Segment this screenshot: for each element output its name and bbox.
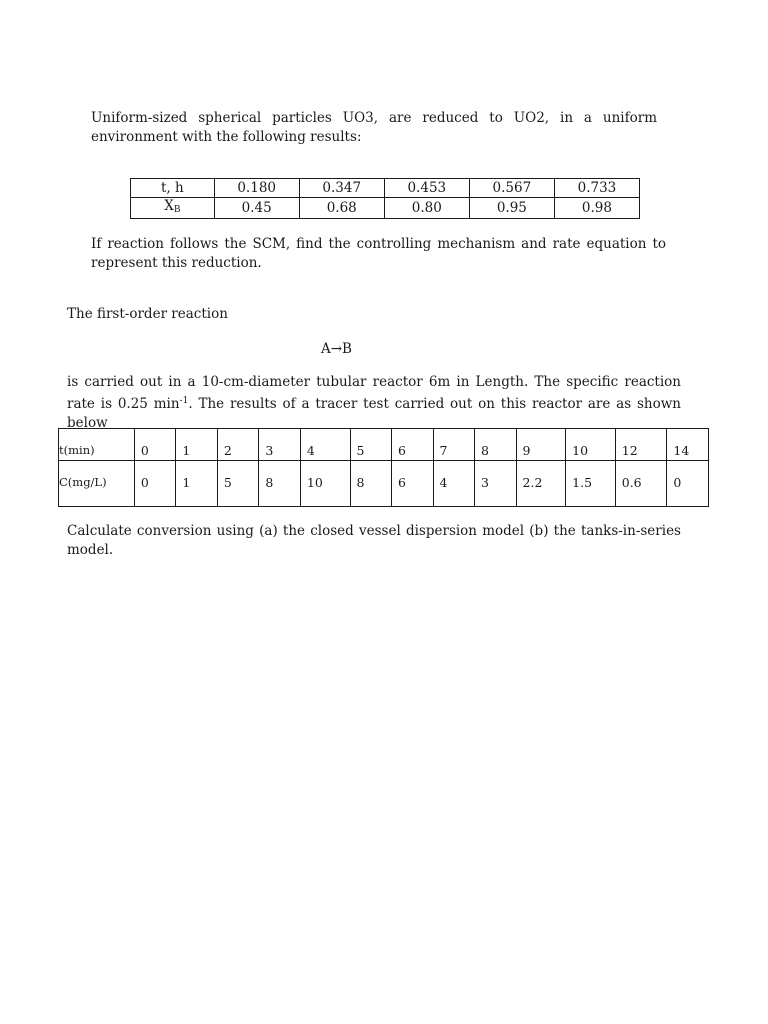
table-cell: 12 bbox=[615, 429, 667, 461]
description-text: is carried out in a 10-cm-diameter tubular reactor 6m in Length. The specific reaction rate is 0.25 min bbox=[67, 374, 681, 412]
table-cell: 0.98 bbox=[554, 198, 639, 219]
rate-unit-exponent: -1 bbox=[179, 396, 189, 406]
table-cell: 0.347 bbox=[299, 179, 384, 198]
table-cell: 8 bbox=[350, 461, 392, 507]
table-cell: 14 bbox=[667, 429, 709, 461]
table-cell: 4 bbox=[300, 429, 350, 461]
table-cell: 0.45 bbox=[214, 198, 299, 219]
table-cell: 2 bbox=[217, 429, 259, 461]
table-cell: 0.95 bbox=[469, 198, 554, 219]
table-cell: 2.2 bbox=[516, 461, 566, 507]
table-cell: 1 bbox=[176, 429, 218, 461]
table-cell: 0 bbox=[667, 461, 709, 507]
problem2-intro: The first-order reaction bbox=[67, 306, 228, 322]
problem1-data-table bbox=[130, 178, 640, 219]
problem1-intro: Uniform-sized spherical particles UO3, are reduced to UO2, in a uniform environment with the following results: bbox=[91, 110, 657, 145]
problem2-question: Calculate conversion using (a) the closed vessel dispersion model (b) the tanks-in-series model. bbox=[67, 523, 681, 558]
table-cell: 5 bbox=[350, 429, 392, 461]
table-cell: 0 bbox=[134, 429, 176, 461]
table-cell: 0.6 bbox=[615, 461, 667, 507]
table-cell: 0.80 bbox=[384, 198, 469, 219]
table-cell: 4 bbox=[433, 461, 475, 507]
table-cell: 6 bbox=[392, 461, 434, 507]
table-cell: 5 bbox=[217, 461, 259, 507]
table-cell: 0.567 bbox=[469, 179, 554, 198]
table-cell: 3 bbox=[259, 429, 301, 461]
row-label-time: t(min) bbox=[59, 429, 135, 461]
table-cell: 3 bbox=[475, 461, 517, 507]
table-row bbox=[131, 179, 640, 198]
table-row bbox=[131, 198, 640, 219]
row-label-conversion bbox=[131, 198, 215, 219]
table-cell: 1.5 bbox=[566, 461, 616, 507]
conversion-symbol: X bbox=[164, 198, 174, 214]
table-row bbox=[59, 461, 709, 507]
table-cell: 6 bbox=[392, 429, 434, 461]
row-label-concentration: C(mg/L) bbox=[59, 461, 135, 507]
table-cell: 0.453 bbox=[384, 179, 469, 198]
description-text: . The results of a tracer test carried out on this reactor are as shown below bbox=[67, 396, 681, 431]
tracer-test-table bbox=[58, 428, 709, 507]
table-cell: 1 bbox=[176, 461, 218, 507]
problem1-question: If reaction follows the SCM, find the controlling mechanism and rate equation to represent this reduction. bbox=[91, 236, 666, 271]
reaction-equation: A→B bbox=[321, 341, 352, 357]
row-label-time: t, h bbox=[131, 179, 215, 198]
table-cell: 8 bbox=[475, 429, 517, 461]
table-cell: 0 bbox=[134, 461, 176, 507]
table-cell: 9 bbox=[516, 429, 566, 461]
table-cell: 7 bbox=[433, 429, 475, 461]
table-cell: 8 bbox=[259, 461, 301, 507]
conversion-subscript: B bbox=[173, 205, 181, 215]
table-cell: 0.733 bbox=[554, 179, 639, 198]
problem2-description bbox=[67, 373, 681, 433]
table-cell: 10 bbox=[566, 429, 616, 461]
table-row bbox=[59, 429, 709, 461]
table-cell: 0.68 bbox=[299, 198, 384, 219]
table-cell: 0.180 bbox=[214, 179, 299, 198]
table-cell: 10 bbox=[300, 461, 350, 507]
